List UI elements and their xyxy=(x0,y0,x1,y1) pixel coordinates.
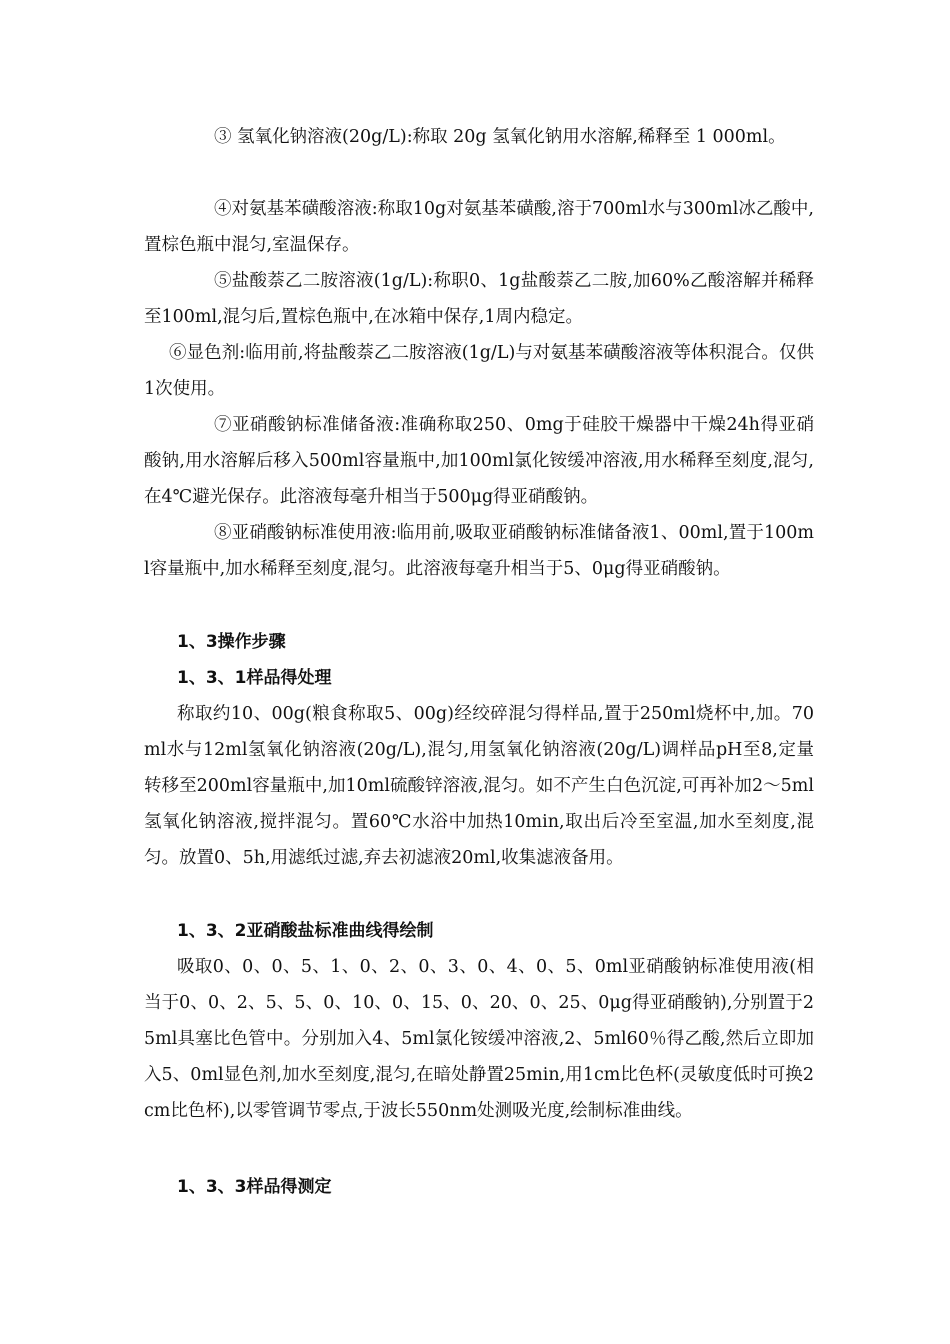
paragraph-reagent-4: ④对氨基苯磺酸溶液:称取10g对氨基苯磺酸,溶于700ml水与300ml冰乙酸中,置棕色瓶中混匀,室温保存。 xyxy=(144,199,814,255)
paragraph-sample-treatment: 称取约10、00g(粮食称取5、00g)经绞碎混匀得样品,置于250ml烧杯中,加。70ml水与12ml氢氧化钠溶液(20g/L),混匀,用氢氧化钠溶液(20g/L)调样品pH至8,定量转移至200ml容量瓶中,加10ml硫酸锌溶液,混匀。如不产生白色沉淀,可再补加2～5ml氢氧化钠溶液,搅拌混匀。置60℃水浴中加热10min,取出后冷至室温,加水至刻度,混匀。放置0、5h,用滤纸过滤,弃去初滤液20ml,收集滤液备用。 xyxy=(144,704,814,868)
paragraph-reagent-5: ⑤盐酸萘乙二胺溶液(1g/L):称职0、1g盐酸萘乙二胺,加60%乙酸溶解并稀释至100ml,混匀后,置棕色瓶中,在冰箱中保存,1周内稳定。 xyxy=(144,271,814,327)
paragraph-reagent-3: ③ 氢氧化钠溶液(20g/L):称取 20g 氢氧化钠用水溶解,稀释至 1 000ml。 xyxy=(214,127,786,147)
paragraph-reagent-6: ⑥显色剂:临用前,将盐酸萘乙二胺溶液(1g/L)与对氨基苯磺酸溶液等体积混合。仅供1次使用。 xyxy=(144,343,814,399)
section-heading-standard-curve: 1、3、2亚硝酸盐标准曲线得绘制 xyxy=(177,921,434,941)
section-heading-procedure: 1、3操作步骤 xyxy=(177,632,286,652)
section-heading-sample-treatment: 1、3、1样品得处理 xyxy=(177,668,332,688)
paragraph-reagent-8: ⑧亚硝酸钠标准使用液:临用前,吸取亚硝酸钠标准储备液1、00ml,置于100ml容量瓶中,加水稀释至刻度,混匀。此溶液每毫升相当于5、0μg得亚硝酸钠。 xyxy=(144,523,814,579)
paragraph-standard-curve: 吸取0、0、0、5、1、0、2、0、3、0、4、0、5、0ml亚硝酸钠标准使用液(相当于0、0、2、5、5、0、10、0、15、0、20、0、25、0μg得亚硝酸钠),分别置于25ml具塞比色管中。分别加入4、5ml氯化铵缓冲溶液,2、5ml60％得乙酸,然后立即加入5、0ml显色剂,加水至刻度,混匀,在暗处静置25min,用1cm比色杯(灵敏度低时可换2cm比色杯),以零管调节零点,于波长550nm处测吸光度,绘制标准曲线。 xyxy=(144,957,814,1121)
paragraph-reagent-7: ⑦亚硝酸钠标准储备液:准确称取250、0mg于硅胶干燥器中干燥24h得亚硝酸钠,用水溶解后移入500ml容量瓶中,加100ml氯化铵缓冲溶液,用水稀释至刻度,混匀,在4℃避光保存。此溶液每毫升相当于500μg得亚硝酸钠。 xyxy=(144,415,814,507)
section-heading-sample-measurement: 1、3、3样品得测定 xyxy=(177,1177,332,1197)
